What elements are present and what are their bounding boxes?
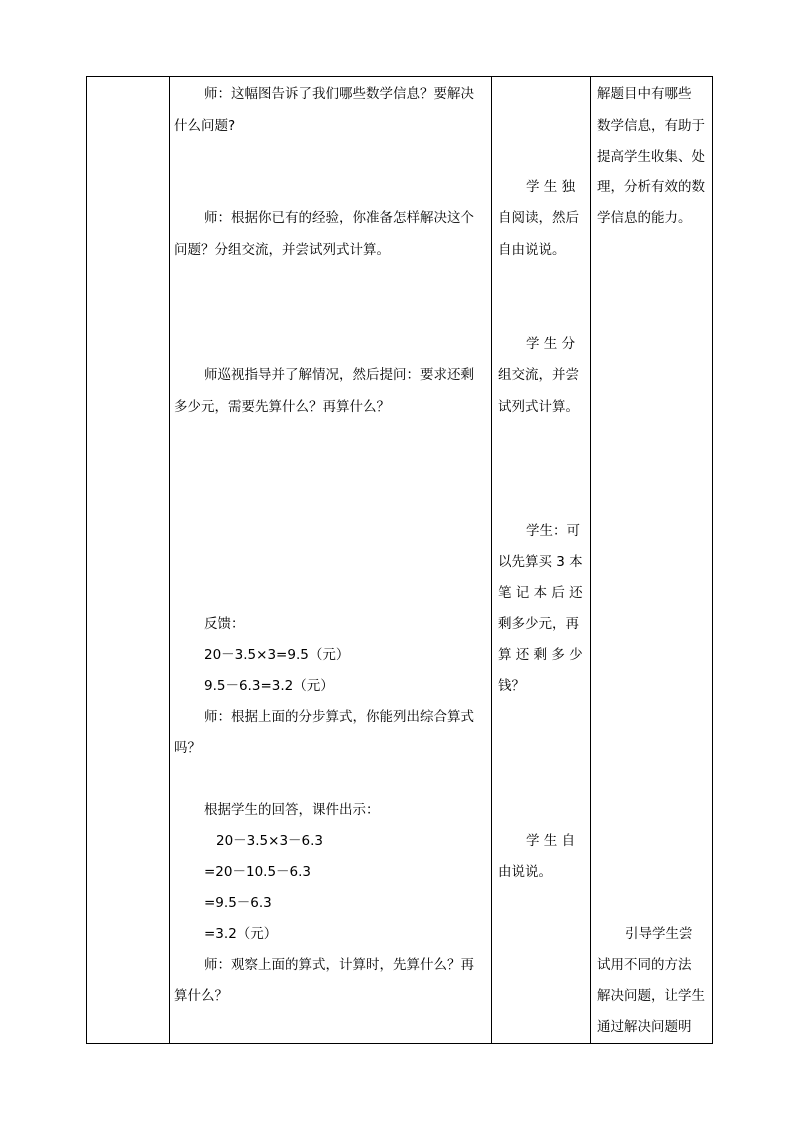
teacher-line: 反馈： [204, 616, 245, 632]
teacher-line: 师：根据你已有的经验，你准备怎样解决这个 [204, 210, 474, 226]
student-line: 以先算买 3 本 [498, 554, 583, 570]
table-row [87, 77, 713, 1044]
intent-line: 试用不同的方法 [597, 957, 692, 973]
student-line: 试列式计算。 [498, 399, 579, 415]
student-line: 笔 记 本 后 还 [498, 585, 583, 601]
formula-line: =20－10.5－6.3 [204, 864, 312, 880]
intent-line: 理，分析有效的数 [597, 179, 705, 195]
teacher-line: 什么问题? [174, 118, 236, 134]
lesson-plan-table [86, 76, 713, 1044]
student-line: 学 生 分 [526, 336, 576, 352]
teacher-line: 师：观察上面的算式，计算时，先算什么？再 [204, 957, 474, 973]
intent-line: 解决问题，让学生 [597, 988, 705, 1004]
teacher-activity-cell [170, 77, 492, 1044]
teacher-line: 师：根据上面的分步算式，你能列出综合算式 [204, 709, 474, 725]
student-line: 组交流，并尝 [498, 367, 579, 383]
student-line: 算 还 剩 多 少 [498, 647, 583, 663]
student-line: 剩多少元，再 [498, 616, 579, 632]
teacher-line: 师巡视指导并了解情况，然后提问：要求还剩 [204, 367, 474, 383]
blank-cell [87, 77, 170, 1044]
student-line: 学 生 独 [526, 179, 576, 195]
formula-line: =3.2（元） [204, 926, 278, 942]
formula-line: 20－3.5×3－6.3 [216, 833, 324, 849]
teacher-line: 师：这幅图告诉了我们哪些数学信息？要解决 [204, 86, 474, 102]
teacher-line: 问题？分组交流，并尝试列式计算。 [174, 242, 390, 258]
student-line: 由说说。 [498, 864, 552, 880]
teacher-line: 9.5－6.3=3.2（元） [204, 678, 334, 694]
intent-line: 提高学生收集、处 [597, 149, 705, 165]
teacher-line: 算什么？ [174, 988, 228, 1004]
teacher-line: 吗？ [174, 740, 201, 756]
teacher-line: 多少元，需要先算什么？再算什么？ [174, 399, 390, 415]
design-intent-cell [591, 77, 713, 1044]
intent-line: 学信息的能力。 [597, 210, 692, 226]
intent-line: 数学信息，有助于 [597, 118, 705, 134]
intent-line: 通过解决问题明 [597, 1019, 692, 1035]
student-line: 自阅读，然后 [498, 210, 579, 226]
intent-line: 解题目中有哪些 [597, 86, 692, 102]
student-line: 学生：可 [526, 523, 580, 539]
teacher-line: 根据学生的回答，课件出示： [204, 802, 380, 818]
student-activity-cell [492, 77, 591, 1044]
student-line: 学 生 自 [526, 833, 576, 849]
teacher-line: 20－3.5×3=9.5（元） [204, 647, 350, 663]
student-line: 自由说说。 [498, 242, 566, 258]
student-line: 钱？ [498, 678, 525, 694]
intent-line: 引导学生尝 [625, 926, 693, 942]
formula-line: =9.5－6.3 [204, 895, 272, 911]
